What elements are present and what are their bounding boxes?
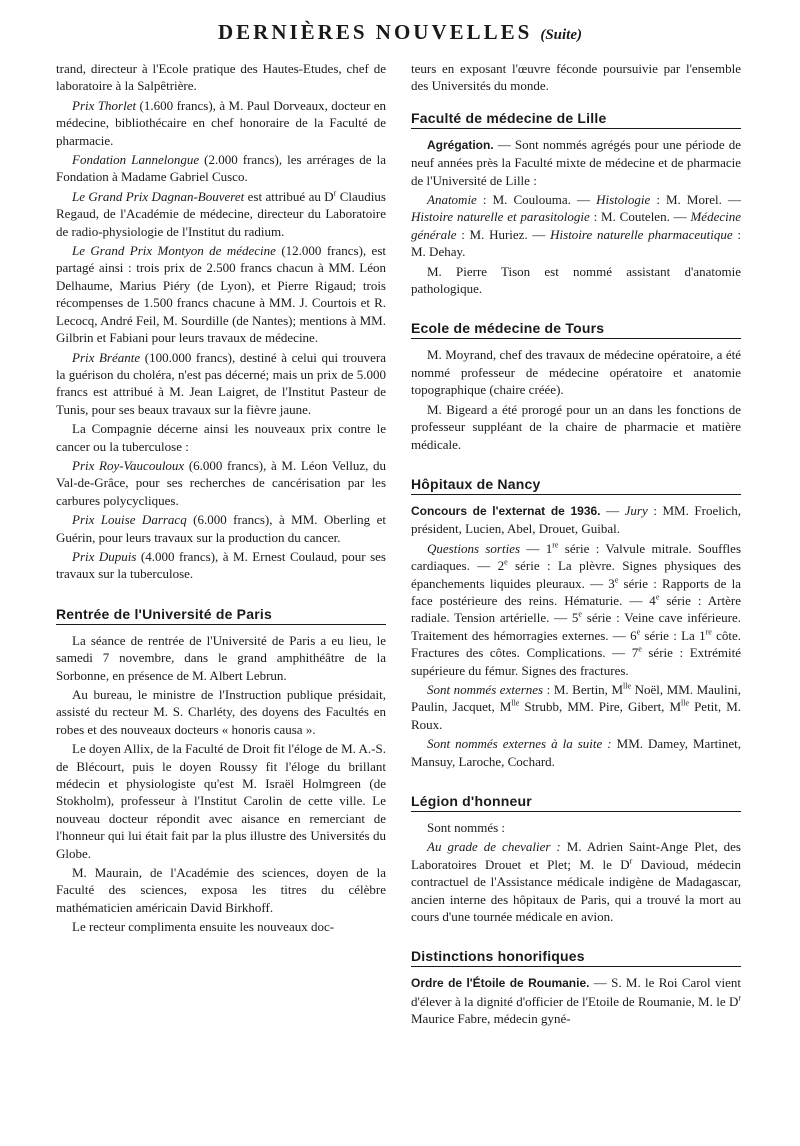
paragraph: M. Maurain, de l'Académie des sciences, doyen de la Faculté des sciences, exposa les titres du célèbre mathématicien américain David Birkhoff. (56, 865, 386, 915)
prize-name: Prix Thorlet (72, 97, 137, 113)
paragraph: La Compagnie décerne ainsi les nouveaux prix contre le cancer ou la tuberculose : (56, 421, 386, 454)
paragraph (56, 242, 386, 346)
paragraph: M. Pierre Tison est nommé assistant d'anatomie pathologique. (411, 263, 741, 297)
section-heading-paris (56, 605, 386, 625)
paragraph: La séance de rentrée de l'Université de Paris a eu lieu, le samedi 7 novembre, dans le grand amphithéâtre de la Sorbonne, en présence de M. Albert Lebrun. (56, 632, 386, 683)
discipline: Histologie (596, 192, 651, 208)
page-header (0, 20, 800, 45)
paragraph-text: MM. Damey, Martinet, Mansuy, Laroche, Cochard. (411, 736, 741, 769)
paragraph-text: série : Veine cave inférieure. Traitement des hémorragies externes. — 6 (411, 610, 741, 643)
paragraph-text: : M. Coulouma. — (476, 192, 597, 208)
right-column (411, 60, 741, 1030)
paragraph-text: série : Valvule mitrale. Souffles cardiaques. — 2 (411, 540, 741, 574)
italic-term: Jury (624, 502, 648, 518)
paragraph-text: — (600, 502, 625, 518)
paragraph-text: — S. M. le Roi Carol vient d'élever à la dignité d'officier de l'Etoile de Roumanie, M. le D (411, 975, 741, 1009)
paragraph (56, 188, 386, 240)
paragraph-text: série : La 1 (640, 627, 706, 643)
paragraph-text: (100.000 francs), destiné à celui qui trouvera la guérison du choléra, n'est pas décerné; mais un prix de 5.000 francs est attribué à M. Jean Laigret, de l'Institut Pasteur de Tunis, pour ses beaux travaux sur la fièvre jaune. (56, 349, 386, 417)
superscript: e (578, 610, 582, 620)
paragraph (411, 540, 741, 679)
prize-name: Prix Bréante (72, 349, 141, 365)
lead-term: Concours de l'externat de 1936. (411, 503, 601, 518)
superscript: r (738, 993, 741, 1003)
paragraph (56, 151, 386, 186)
prize-name: Le Grand Prix Dagnan-Bouveret (72, 188, 245, 204)
prize-name: Le Grand Prix Montyon de médecine (72, 243, 276, 259)
header-title: DERNIÈRES NOUVELLES (218, 20, 533, 44)
paragraph (411, 191, 741, 261)
superscript: e (636, 627, 641, 637)
superscript: re (552, 540, 559, 550)
section-heading-nancy (411, 475, 741, 495)
paragraph-text: série : Extrémité supérieure du fémur. Signes des fractures. (411, 645, 741, 678)
paragraph-text: M. Adrien Saint-Ange Plet, des Laboratoires Drouet et Plet; M. le D (411, 839, 741, 872)
section-title: Faculté de médecine de Lille (411, 109, 607, 126)
paragraph-text: : M. Morel. — (650, 192, 741, 208)
paragraph-text: série : La plèvre. Signes physiques des épanchements liquides pleuraux. — 3 (411, 558, 741, 591)
prize-name: Prix Dupuis (72, 548, 137, 564)
paragraph: M. Bigeard a été prorogé pour un an dans les fonctions de professeur suppléant de la chaire de pharmacie et matière médicale. (411, 401, 741, 452)
superscript: e (614, 575, 619, 585)
superscript: e (655, 592, 660, 602)
discipline: Anatomie (427, 192, 477, 208)
paragraph-text: Claudius Regaud, de l'Académie de médecine, directeur du Laboratoire de radio-physiologie de l'Institut du radium. (56, 188, 386, 239)
superscript: e (504, 557, 508, 567)
discipline: Histoire naturelle et parasitologie (411, 209, 590, 225)
discipline: Histoire naturelle pharmaceutique (550, 226, 733, 242)
italic-term: Sont nommés externes (427, 681, 544, 697)
paragraph-text: — 1 (520, 540, 553, 556)
section-title: Ecole de médecine de Tours (411, 320, 605, 337)
paragraph-text: Maurice Fabre, médecin gyné- (411, 1011, 571, 1027)
section-heading-distinctions (411, 947, 741, 967)
paragraph (411, 502, 741, 538)
italic-term: Questions sorties (427, 540, 521, 556)
paragraph (56, 457, 386, 509)
prize-name: Prix Roy-Vaucouloux (72, 457, 185, 473)
paragraph-text: (12.000 francs), est partagé ainsi : trois prix de 2.500 francs chacun à MM. Léon Delhaume, Marius Piéry (de Lyon), et Pierre Rigaud; trois récompenses de 1.500 francs chacune à MM. J. Courtois et R. Lecocq, André Feil, M. Sourdille (de Nantes); mentions à MM. Gilbrin et Fabiani pour leurs travaux de médecine. (56, 243, 386, 346)
paragraph: Le doyen Allix, de la Faculté de Droit fit l'éloge de M. A.-S. de Blécourt, puis le doyen Roussy fit l'éloge du brillant médecin et physiologiste qu'est M. Israël Holmgreen (de Stokholm), professeur à l'Institut Carolin de cette ville. Le nouveau docteur répondit avec aisance en remerciant de l'honneur qui lui était fait par la plus illustre des Universités du Globe. (56, 741, 386, 861)
paragraph-text: Petit, M. Roux. (411, 699, 741, 732)
lead-term: Agrégation. (427, 137, 494, 152)
paragraph (411, 974, 741, 1027)
paragraph-text: série : Artère radiale. Tension artérielle. — 5 (411, 592, 741, 626)
superscript: re (705, 627, 712, 637)
italic-term: Sont nommés externes à la suite : (427, 736, 612, 752)
paragraph-text: (2.000 francs), les arrérages de la Fondation à Madame Gabriel Cusco. (56, 152, 386, 185)
paragraph-text: — Sont nommés agrégés pour une période de neuf années près la Faculté mixte de médecine et de pharmacie de l'Université de Lille : (411, 136, 741, 188)
paragraph-text: série : Rapports de la face postérieure des reins. Hématurie. — 4 (411, 575, 741, 608)
paragraph (56, 97, 386, 149)
section-title: Légion d'honneur (411, 793, 532, 809)
paragraph-text: : M. Coutelen. — (589, 209, 691, 225)
paragraph: Sont nommés : (427, 820, 506, 835)
paragraph (411, 136, 741, 189)
paragraph: Au bureau, le ministre de l'Instruction publique présidait, assisté du recteur M. S. Charléty, des doyens des Facultés en robes et des nouveaux docteurs « honoris causa ». (56, 687, 386, 737)
paragraph: Le recteur complimenta ensuite les nouveaux doc- (72, 919, 335, 935)
superscript: e (638, 644, 642, 654)
paragraph-text: (6.000 francs), à MM. Oberling et Guérin, pour leurs travaux sur la production du cancer. (56, 512, 386, 545)
paragraph (56, 548, 386, 583)
paragraph-text: est attribué au D (244, 188, 334, 204)
section-heading-lille (411, 109, 741, 129)
lead-term: Ordre de l'Étoile de Roumanie. (411, 976, 590, 991)
paragraph (411, 838, 741, 925)
paragraph-text: (1.600 francs), à M. Paul Dorveaux, docteur en médecine, bibliothécaire en chef honoraire de la Faculté de pharmacie. (56, 97, 386, 148)
paragraph-text: Noël, MM. Maulini, Paulin, Jacquet, M (411, 681, 741, 715)
superscript: lle (511, 699, 520, 709)
section-title: Distinctions honorifiques (411, 948, 585, 965)
section-heading-legion (411, 792, 741, 812)
paragraph: M. Moyrand, chef des travaux de médecine opératoire, a été nommé professeur de médecine opératoire et anatomie topographique (chaire créée). (411, 347, 741, 398)
section-title: Rentrée de l'Université de Paris (56, 605, 272, 622)
superscript: lle (681, 699, 690, 709)
paragraph-text: Davioud, médecin contractuel de l'Assistance médicale indigène de Madagascar, ancien interne des hôpitaux de Paris, qui a trouvé la mort au cours d'une tournée médicale en avion. (411, 856, 741, 925)
paragraph-text: Strubb, MM. Pire, Gibert, M (519, 699, 682, 715)
paragraph: teurs en exposant l'œuvre féconde poursuivie par l'ensemble des Universités du monde. (411, 61, 741, 94)
paragraph-text: (4.000 francs), à M. Ernest Coulaud, pour ses travaux sur la tuberculose. (56, 548, 386, 582)
header-suite: (Suite) (540, 27, 582, 43)
section-title: Hôpitaux de Nancy (411, 475, 541, 492)
superscript: r (333, 188, 337, 198)
paragraph-text: (6.000 francs), à M. Léon Velluz, du Val-de-Grâce, pour ses recherches de cancérisation par les carbures polycycliques. (56, 457, 386, 508)
paragraph (411, 681, 741, 733)
prize-name: Fondation Lannelongue (72, 152, 200, 168)
paragraph (411, 735, 741, 770)
paragraph-text: : MM. Froelich, président, Lucien, Abel, Drouet, Guibal. (411, 502, 741, 537)
superscript: r (629, 856, 633, 866)
discipline: Médecine générale (411, 209, 741, 242)
prize-name: Prix Louise Darracq (72, 512, 187, 528)
paragraph-text: : M. Dehay. (411, 226, 741, 260)
paragraph-text: : M. Huriez. — (456, 226, 551, 242)
section-heading-tours (411, 319, 741, 339)
paragraph-text: : M. Bertin, M (543, 681, 624, 697)
paragraph (56, 511, 386, 546)
paragraph (56, 349, 386, 419)
paragraph: trand, directeur à l'Ecole pratique des Hautes-Etudes, chef de laboratoire à la Salpêtrière. (56, 61, 386, 94)
superscript: lle (623, 681, 632, 691)
paragraph-text: côte. Fractures des côtes. Complications. — 7 (411, 627, 741, 661)
italic-term: Au grade de chevalier : (427, 839, 561, 855)
left-column (56, 60, 386, 938)
